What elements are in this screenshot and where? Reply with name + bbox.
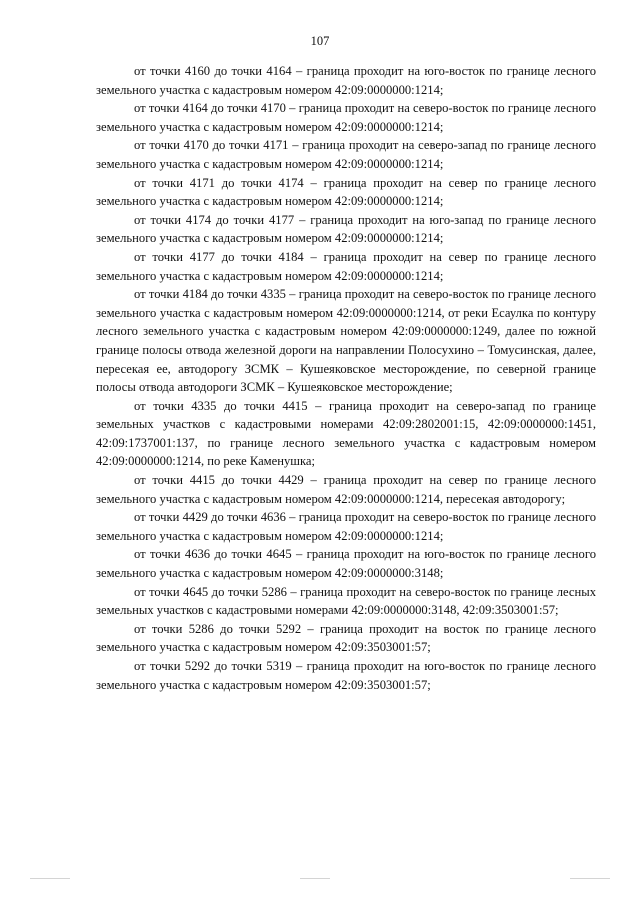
boundary-paragraph-5: от точки 4174 до точки 4177 – граница проходит на юго-запад по границе лесного земельного участка с кадастровым номером 42:09:0000000:1214; bbox=[96, 212, 596, 246]
boundary-paragraph-2: от точки 4164 до точки 4170 – граница проходит на северо-восток по границе лесного земельного участка с кадастровым номером 42:09:0000000:1214; bbox=[96, 101, 596, 134]
boundary-paragraph-12: от точки 4645 до точки 5286 – граница проходит на северо-восток по границе лесных земельных участков с кадастровыми номерами 42:09:0000000:3148, 42:09:3503001:57; bbox=[96, 584, 596, 618]
boundary-paragraph-14: от точки 5292 до точки 5319 – граница проходит на юго-восток по границе лесного земельного участка с кадастровым номером 42:09:3503001:57; bbox=[96, 659, 596, 692]
page-number: 107 bbox=[310, 34, 330, 48]
scan-artifact-center bbox=[300, 878, 330, 879]
boundary-paragraph-10: от точки 4429 до точки 4636 – граница проходит на северо-восток по границе лесного земельного участка с кадастровым номером 42:09:0000000:1214; bbox=[96, 510, 596, 543]
scan-artifact-right bbox=[570, 878, 610, 879]
document-body bbox=[96, 62, 596, 694]
boundary-paragraph-6: от точки 4177 до точки 4184 – граница проходит на север по границе лесного земельного участка с кадастровым номером 42:09:0000000:1214; bbox=[96, 249, 596, 283]
boundary-paragraph-4: от точки 4171 до точки 4174 – граница проходит на север по границе лесного земельного участка с кадастровым номером 42:09:0000000:1214; bbox=[96, 175, 596, 209]
boundary-paragraph-13: от точки 5286 до точки 5292 – граница проходит на восток по границе лесного земельного участка с кадастровым номером 42:09:3503001:57; bbox=[96, 621, 596, 655]
boundary-paragraph-7: от точки 4184 до точки 4335 – граница проходит на северо-восток по границе лесного земельного участка с кадастровым номером 42:09:0000000:1214, от реки Есаулка по контуру лесного земельного участка с кадастровым номером 42:09:0000000:1249, далее по южной границе полосы отвода железной дороги на направлении Полосухино – Томусинская, далее, пересекая ее, автодорогу ЗСМК – Кушеяковское месторождение, по северной границе полосы отвода автодороги ЗСМК – Кушеяковское месторождение; bbox=[96, 287, 596, 395]
boundary-paragraph-11: от точки 4636 до точки 4645 – граница проходит на юго-восток по границе лесного земельного участка с кадастровым номером 42:09:0000000:3148; bbox=[96, 547, 596, 581]
boundary-paragraph-1: от точки 4160 до точки 4164 – граница проходит на юго-восток по границе лесного земельного участка с кадастровым номером 42:09:0000000:1214; bbox=[96, 64, 596, 97]
boundary-paragraph-9: от точки 4415 до точки 4429 – граница проходит на север по границе лесного земельного участка с кадастровым номером 42:09:0000000:1214, пересекая автодорогу; bbox=[96, 473, 596, 506]
boundary-paragraph-8: от точки 4335 до точки 4415 – граница проходит на северо-запад по границе земельных участков с кадастровыми номерами 42:09:2802001:15, 42:09:0000000:1451, 42:09:1737001:137, по границе лесного земельного участка с кадастровым номером 42:09:0000000:1214, по реке Каменушка; bbox=[96, 398, 596, 469]
scan-artifact-left bbox=[30, 878, 70, 879]
boundary-paragraph-3: от точки 4170 до точки 4171 – граница проходит на северо-запад по границе лесного земельного участка с кадастровым номером 42:09:0000000:1214; bbox=[96, 138, 596, 171]
